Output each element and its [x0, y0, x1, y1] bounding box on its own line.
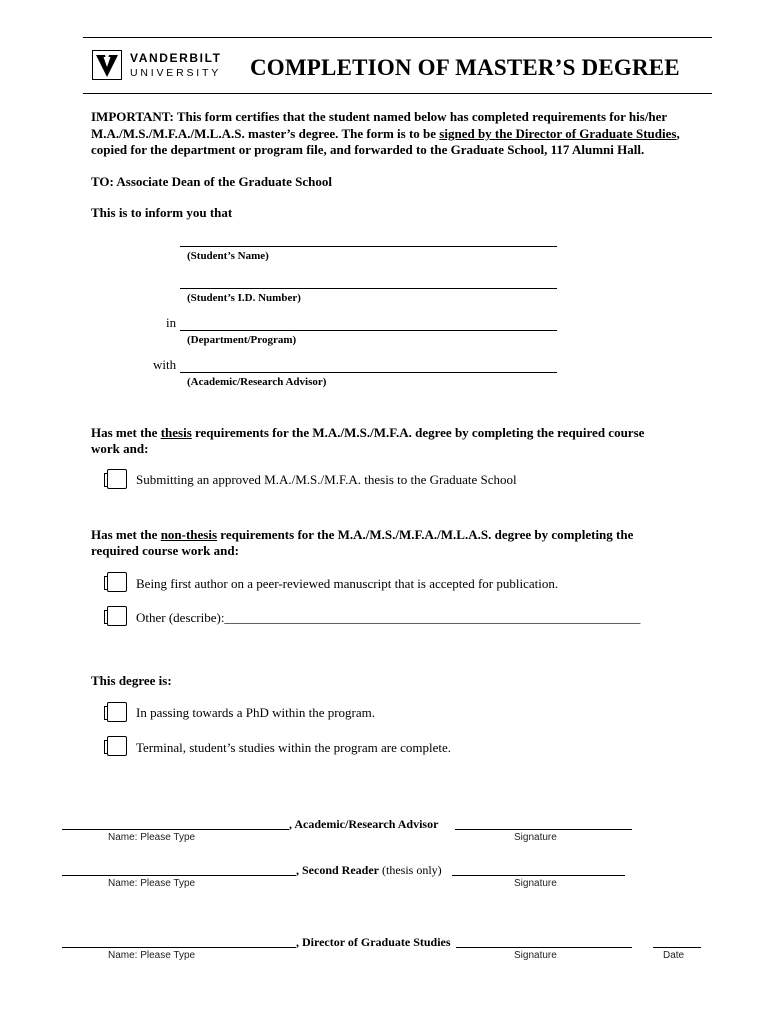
advisor-line[interactable] — [180, 372, 557, 373]
nonthesis-heading-line-2: required course work and: — [91, 543, 239, 558]
thesis-heading — [91, 425, 644, 441]
with-label: with — [153, 357, 177, 372]
reader-name-line[interactable] — [62, 875, 296, 876]
logo-sub: UNIVERSITY — [130, 67, 222, 79]
reader-role-label — [296, 863, 442, 878]
nonthesis-heading-rest: requirements for the M.A./M.S./M.F.A./M.L.A.S. degree by completing the — [217, 527, 634, 542]
terminal-checkbox[interactable] — [107, 736, 127, 756]
other-option-checkbox[interactable] — [107, 606, 127, 626]
manuscript-option-checkbox[interactable] — [107, 572, 127, 592]
header-top-rule — [83, 37, 712, 38]
student-name-line[interactable] — [180, 246, 557, 247]
header-bottom-rule — [83, 93, 712, 94]
phd-passing-checkbox[interactable] — [107, 702, 127, 722]
date-caption: Date — [663, 950, 685, 961]
important-line-1: IMPORTANT: This form certifies that the student named below has completed requirements for his/her — [91, 109, 668, 124]
phd-passing-label: In passing towards a PhD within the program. — [136, 705, 376, 720]
terminal-label: Terminal, student’s studies within the program are complete. — [136, 740, 451, 755]
date-line[interactable] — [653, 947, 701, 948]
advisor-label: (Academic/Research Advisor) — [187, 376, 327, 388]
vanderbilt-logo-icon — [92, 50, 122, 80]
nonthesis-heading — [91, 527, 633, 543]
thesis-heading-line-2: work and: — [91, 441, 149, 456]
important-line-3: copied for the department or program file, and forwarded to the Graduate School, 117 Alumni Hall. — [91, 142, 645, 157]
thesis-heading-text: Has met the — [91, 425, 161, 440]
dgs-name-line[interactable] — [62, 947, 296, 948]
advisor-signature-line[interactable] — [455, 829, 632, 830]
nonthesis-underlined: non-thesis — [160, 527, 218, 542]
dgs-signature-caption: Signature — [514, 950, 557, 961]
dgs-underlined-text: signed by the Director of Graduate Studies — [439, 126, 677, 141]
thesis-underlined: thesis — [160, 425, 192, 440]
student-name-label: (Student’s Name) — [187, 250, 269, 262]
to-line: TO: Associate Dean of the Graduate School — [91, 174, 332, 189]
advisor-role-label: , Academic/Research Advisor — [289, 817, 439, 831]
advisor-name-line[interactable] — [62, 829, 289, 830]
advisor-name-caption: Name: Please Type — [108, 832, 196, 843]
reader-role-note: (thesis only) — [379, 863, 442, 877]
reader-name-caption: Name: Please Type — [108, 878, 196, 889]
thesis-heading-rest: requirements for the M.A./M.S./M.F.A. degree by completing the required course — [191, 425, 645, 440]
thesis-option-checkbox[interactable] — [107, 469, 127, 489]
nonthesis-heading-text: Has met the — [91, 527, 161, 542]
manuscript-option-label: Being first author on a peer-reviewed manuscript that is accepted for publication. — [136, 576, 559, 591]
page-title: COMPLETION OF MASTER’S DEGREE — [250, 55, 680, 80]
inform-line: This is to inform you that — [91, 205, 233, 220]
thesis-option-label: Submitting an approved M.A./M.S./M.F.A. thesis to the Graduate School — [136, 472, 517, 487]
reader-signature-caption: Signature — [514, 878, 557, 889]
degree-heading: This degree is: — [91, 673, 172, 688]
important-line-2-text: M.A./M.S./M.F.A./M.L.A.S. master’s degree. The form is to be — [91, 126, 440, 141]
other-option-label[interactable]: Other (describe):________________________________________________________________ — [136, 610, 641, 625]
advisor-signature-caption: Signature — [514, 832, 557, 843]
dgs-role-label: , Director of Graduate Studies — [296, 935, 451, 949]
reader-signature-line[interactable] — [452, 875, 625, 876]
student-id-line[interactable] — [180, 288, 557, 289]
important-line-2 — [91, 126, 680, 142]
department-label: (Department/Program) — [187, 334, 297, 346]
reader-role-text: , Second Reader — [296, 863, 379, 877]
logo-name: VANDERBILT — [130, 51, 222, 65]
department-line[interactable] — [180, 330, 557, 331]
dgs-name-caption: Name: Please Type — [108, 950, 196, 961]
student-id-label: (Student’s I.D. Number) — [187, 292, 301, 304]
in-label: in — [166, 315, 177, 330]
important-line-2-end: , — [676, 126, 680, 141]
dgs-signature-line[interactable] — [456, 947, 632, 948]
